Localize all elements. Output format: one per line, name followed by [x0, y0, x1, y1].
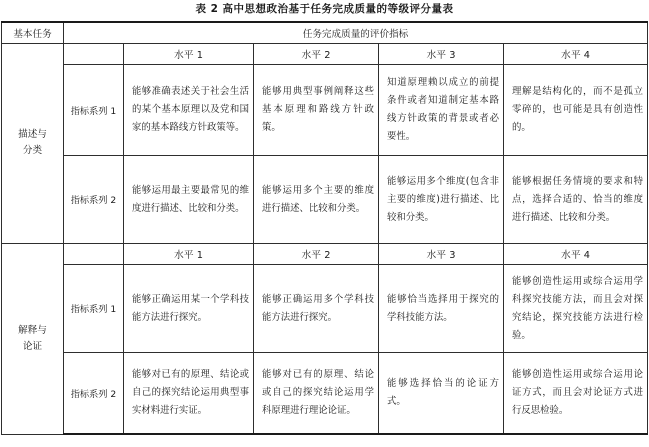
- table-row: [2, 264, 648, 352]
- level-2-description: 能够运用多个主要的维度进行描述、比较和分类。: [254, 155, 379, 243]
- level-4-header: 水平 4: [504, 243, 648, 264]
- level-1-description: 能够运用最主要最常见的维度进行描述、比较和分类。: [124, 155, 254, 243]
- task-label-line2: 分类: [22, 145, 43, 156]
- level-2-description: 能够正确运用多个学科技能方法进行探究。: [254, 264, 379, 352]
- task-label-line1: 描述与: [18, 129, 47, 140]
- header-row: [2, 22, 648, 43]
- level-1-description: 能够正确运用某一个学科技能方法进行探究。: [124, 264, 254, 352]
- level-3-description: 能够运用多个维度(包含非主要的维度)进行描述、比较和分类。: [379, 155, 504, 243]
- level-4-description: 能够创造性运用或综合运用论证方式，而且会对论证方式进行反思检验。: [504, 352, 648, 434]
- grading-scale-table: [1, 21, 648, 435]
- table-row: [2, 352, 648, 434]
- level-3-description: 能够恰当选择用于探究的学科技能方法。: [379, 264, 504, 352]
- header-basic-task: 基本任务: [2, 22, 64, 43]
- empty-cell: [64, 243, 124, 264]
- indicator-label: 指标系列 1: [64, 64, 124, 155]
- empty-cell: [64, 43, 124, 64]
- level-1-header: 水平 1: [124, 43, 254, 64]
- task-cell-describe-classify: [2, 43, 64, 243]
- level-4-description: 能够创造性运用或综合运用学科探究技能方法，而且会对探究结论，探究技能方法进行检验。: [504, 264, 648, 352]
- indicator-label: 指标系列 2: [64, 155, 124, 243]
- level-2-header: 水平 2: [254, 43, 379, 64]
- level-3-description: 能够选择恰当的论证方式。: [379, 352, 504, 434]
- level-header-row: [2, 243, 648, 264]
- level-3-header: 水平 3: [379, 243, 504, 264]
- level-1-description: 能够准确表述关于社会生活的某个基本原理以及党和国家的基本路线方针政策等。: [124, 64, 254, 155]
- level-2-description: 能够用典型事例阐释这些基本原理和路线方针政策。: [254, 64, 379, 155]
- level-4-header: 水平 4: [504, 43, 648, 64]
- table-row: [2, 155, 648, 243]
- level-1-header: 水平 1: [124, 243, 254, 264]
- level-3-description: 知道原理赖以成立的前提条件或者知道制定基本路线方针政策的背景或者必要性。: [379, 64, 504, 155]
- task-label-line1: 解释与: [18, 324, 47, 336]
- level-4-description: 能够根据任务情境的要求和特点，选择合适的、恰当的维度进行描述、比较和分类。: [504, 155, 648, 243]
- level-1-description: 能够对已有的原理、结论或自己的探究结论运用典型事实材料进行实证。: [124, 352, 254, 434]
- level-2-description: 能够对已有的原理、结论或自己的探究结论运用学科原理进行理论论证。: [254, 352, 379, 434]
- header-quality-indicator: 任务完成质量的评价指标: [64, 22, 648, 43]
- task-cell-explain-argue: [2, 243, 64, 434]
- indicator-label: 指标系列 1: [64, 264, 124, 352]
- level-4-description: 理解是结构化的，而不是孤立零碎的，也可能是具有创造性的。: [504, 64, 648, 155]
- table-row: [2, 64, 648, 155]
- level-header-row: [2, 43, 648, 64]
- indicator-label: 指标系列 2: [64, 352, 124, 434]
- level-3-header: 水平 3: [379, 43, 504, 64]
- task-label-line2: 论证: [22, 340, 43, 352]
- level-2-header: 水平 2: [254, 243, 379, 264]
- table-caption: 表 2 高中思想政治基于任务完成质量的等级评分量表: [195, 3, 454, 15]
